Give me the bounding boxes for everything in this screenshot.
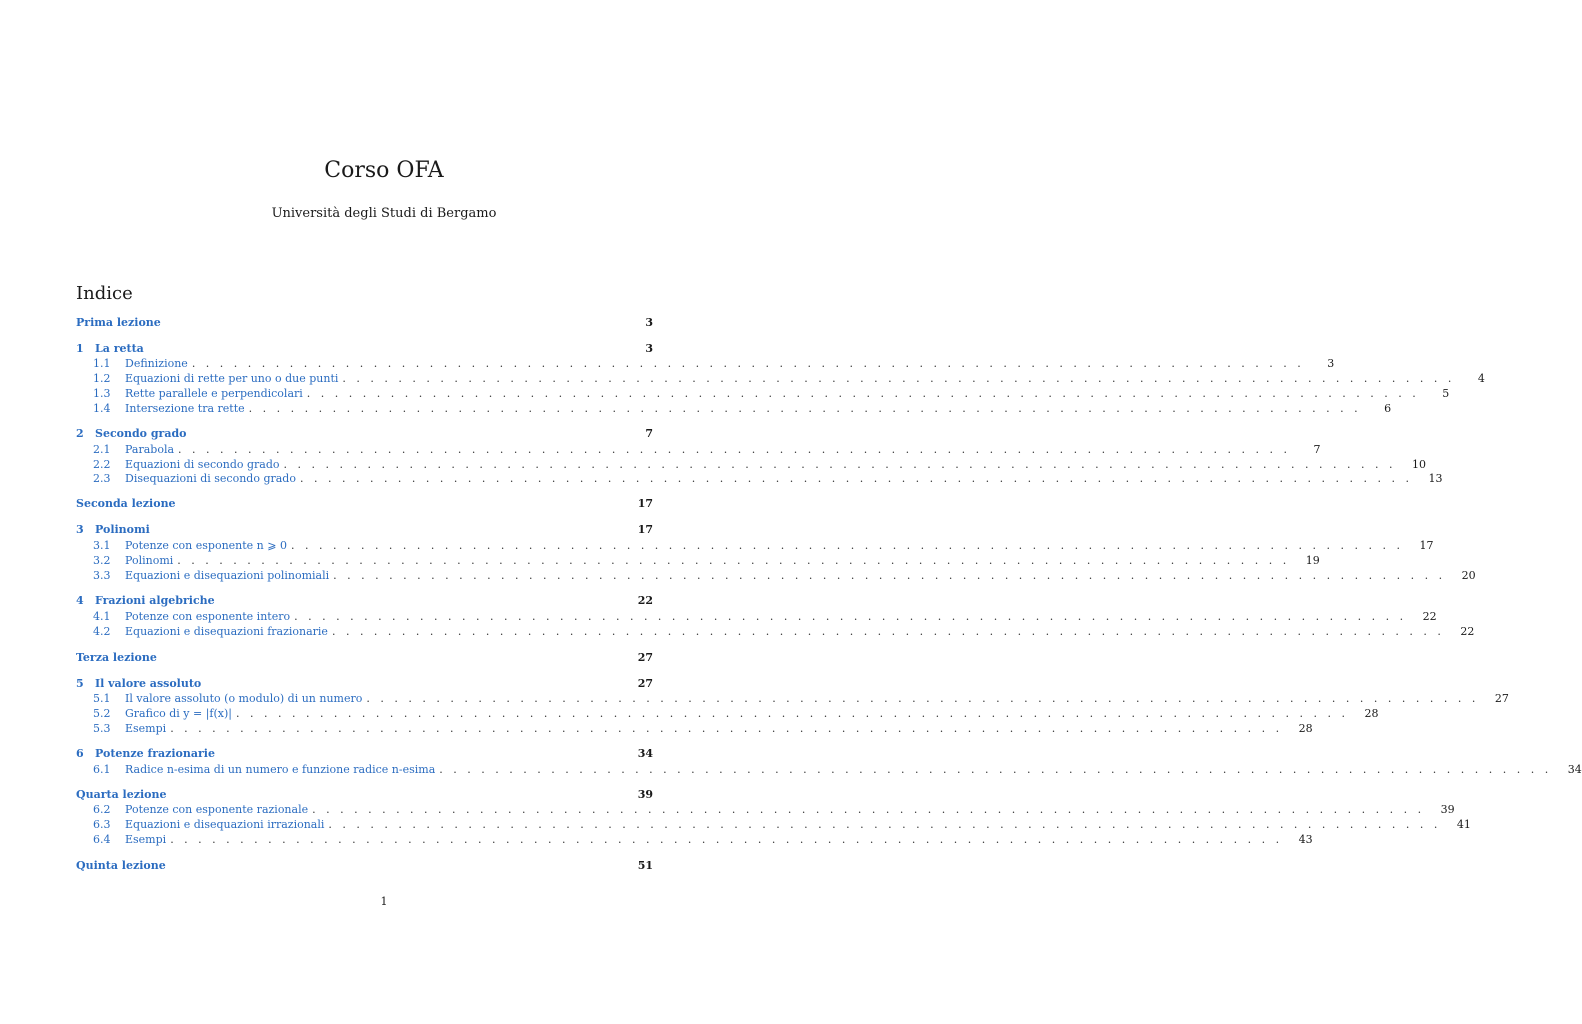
toc-section-row[interactable] — [76, 401, 1392, 416]
toc-leader-dots: . . . . . . . . . . . . . . . . . . . . . . . . . . . . . . . . . . . . . . . . . . . . . . . . . . . . . . . . . . . . . . . . . . . . . . . . . . . . . . . . — [177, 554, 1290, 567]
toc-page-number: 27 — [637, 651, 653, 664]
toc-leader-dots: . . . . . . . . . . . . . . . . . . . . . . . . . . . . . . . . . . . . . . . . . . . . . . . . . . . . . . . . . . . . . . . . . . . . . . . . . . . . . . . . — [299, 472, 1413, 485]
toc-section-label: Potenze con esponente n ⩾ 0 — [125, 539, 287, 552]
toc-section-number: 4.1 — [93, 610, 111, 623]
toc-section-row[interactable] — [76, 817, 1471, 832]
toc-page-number: 3 — [645, 342, 653, 355]
toc-section-number: 3.2 — [93, 554, 111, 567]
toc-section-label: Grafico di y = |f(x)| — [125, 707, 232, 720]
toc-section-number: 2.1 — [93, 443, 111, 456]
toc-leader-dots: . . . . . . . . . . . . . . . . . . . . . . . . . . . . . . . . . . . . . . . . . . . . . . . . . . . . . . . . . . . . . . . . . . . . . . . . . . . . . . . . — [290, 539, 1404, 552]
toc-section-label: Definizione — [125, 357, 188, 370]
toc-leader-dots: . . . . . . . . . . . . . . . . . . . . . . . . . . . . . . . . . . . . . . . . . . . . . . . . . . . . . . . . . . . . . . . . . . . . . . . . . . . . . . . . — [178, 443, 1291, 456]
toc-page-number: 10 — [1411, 458, 1426, 471]
toc-page-number: 6 — [1384, 402, 1392, 415]
toc-page-number: 41 — [1456, 818, 1471, 831]
toc-section-number: 6.4 — [93, 833, 111, 846]
toc-part-label: Prima lezione — [76, 316, 161, 329]
toc-leader-dots: . . . . . . . . . . . . . . . . . . . . . . . . . . . . . . . . . . . . . . . . . . . . . . . . . . . . . . . . . . . . . . . . . . . . . . . . . . . . . . . . — [366, 692, 1479, 705]
toc-leader-dots: . . . . . . . . . . . . . . . . . . . . . . . . . . . . . . . . . . . . . . . . . . . . . . . . . . . . . . . . . . . . . . . . . . . . . . . . . . . . . . . . — [439, 763, 1552, 776]
toc-page-number: 27 — [637, 677, 653, 690]
toc-section-row[interactable] — [76, 553, 1320, 568]
toc-page-number: 28 — [1364, 707, 1379, 720]
toc-chapter-label: Secondo grado — [95, 427, 187, 440]
toc-chapter-row[interactable] — [76, 522, 653, 538]
toc-page-number: 17 — [637, 523, 653, 536]
toc-section-row[interactable] — [76, 386, 1450, 401]
toc-section-number: 6.3 — [93, 818, 111, 831]
toc-leader-dots: . . . . . . . . . . . . . . . . . . . . . . . . . . . . . . . . . . . . . . . . . . . . . . . . . . . . . . . . . . . . . . . . . . . . . . . . . . . . . . . . — [235, 707, 1349, 720]
toc-page-number: 19 — [1305, 554, 1320, 567]
toc-section-row[interactable] — [76, 471, 1443, 486]
toc-page-number: 51 — [637, 859, 653, 872]
toc-chapter-number: 5 — [76, 677, 84, 690]
toc-chapter-label: Il valore assoluto — [95, 677, 202, 690]
page-number: 1 — [380, 895, 388, 908]
toc-section-row[interactable] — [76, 706, 1379, 721]
toc-section-row[interactable] — [76, 802, 1455, 817]
toc-section-label: Equazioni e disequazioni irrazionali — [125, 818, 325, 831]
toc-page-number: 7 — [645, 427, 653, 440]
toc-part-row[interactable] — [76, 650, 653, 666]
toc-section-label: Esempi — [125, 722, 167, 735]
toc-leader-dots: . . . . . . . . . . . . . . . . . . . . . . . . . . . . . . . . . . . . . . . . . . . . . . . . . . . . . . . . . . . . . . . . . . . . . . . . . . . . . . . . — [283, 458, 1396, 471]
toc-part-row[interactable] — [76, 858, 653, 874]
toc-section-number: 4.2 — [93, 625, 111, 638]
toc-section-row[interactable] — [76, 762, 1582, 777]
toc-page-number: 28 — [1298, 722, 1313, 735]
toc-page-number: 20 — [1461, 569, 1476, 582]
toc-leader-dots: . . . . . . . . . . . . . . . . . . . . . . . . . . . . . . . . . . . . . . . . . . . . . . . . . . . . . . . . . . . . . . . . . . . . . . . . . . . . . . . . — [306, 387, 1420, 400]
toc-section-label: Potenze con esponente intero — [125, 610, 291, 623]
toc-chapter-number: 6 — [76, 747, 84, 760]
toc-part-label: Terza lezione — [76, 651, 157, 664]
toc-leader-dots: . . . . . . . . . . . . . . . . . . . . . . . . . . . . . . . . . . . . . . . . . . . . . . . . . . . . . . . . . . . . . . . . . . . . . . . . . . . . . . . . — [312, 803, 1425, 816]
toc-part-row[interactable] — [76, 315, 653, 331]
toc-part-label: Quinta lezione — [76, 859, 166, 872]
toc-section-label: Il valore assoluto (o modulo) di un numero — [125, 692, 363, 705]
toc-leader-dots: . . . . . . . . . . . . . . . . . . . . . . . . . . . . . . . . . . . . . . . . . . . . . . . . . . . . . . . . . . . . . . . . . . . . . . . . . . . . . . . . — [170, 722, 1283, 735]
toc-section-label: Disequazioni di secondo grado — [125, 472, 296, 485]
toc-section-row[interactable] — [76, 691, 1509, 706]
document-subtitle: Università degli Studi di Bergamo — [271, 206, 497, 221]
toc-leader-dots: . . . . . . . . . . . . . . . . . . . . . . . . . . . . . . . . . . . . . . . . . . . . . . . . . . . . . . . . . . . . . . . . . . . . . . . . . . . . . . . . — [294, 610, 1407, 623]
toc-section-row[interactable] — [76, 721, 1313, 736]
toc-page-number: 4 — [1477, 372, 1485, 385]
toc-leader-dots: . . . . . . . . . . . . . . . . . . . . . . . . . . . . . . . . . . . . . . . . . . . . . . . . . . . . . . . . . . . . . . . . . . . . . . . . . . . . . . . . — [328, 818, 1441, 831]
toc-page-number: 17 — [1419, 539, 1434, 552]
toc-section-number: 3.1 — [93, 539, 111, 552]
toc-section-number: 1.1 — [93, 357, 111, 370]
toc-leader-dots: . . . . . . . . . . . . . . . . . . . . . . . . . . . . . . . . . . . . . . . . . . . . . . . . . . . . . . . . . . . . . . . . . . . . . . . . . . . . . . . . — [248, 402, 1362, 415]
toc-page-number: 27 — [1494, 692, 1509, 705]
toc-page-number: 17 — [637, 497, 653, 510]
toc-section-label: Esempi — [125, 833, 167, 846]
toc-page-number: 22 — [1460, 625, 1475, 638]
toc-part-row[interactable] — [76, 787, 653, 803]
toc-section-row[interactable] — [76, 624, 1475, 639]
toc-part-label: Seconda lezione — [76, 497, 176, 510]
toc-chapter-row[interactable] — [76, 746, 653, 762]
toc-page-number: 5 — [1442, 387, 1450, 400]
toc-section-row[interactable] — [76, 356, 1335, 371]
toc-leader-dots: . . . . . . . . . . . . . . . . . . . . . . . . . . . . . . . . . . . . . . . . . . . . . . . . . . . . . . . . . . . . . . . . . . . . . . . . . . . . . . . . — [170, 833, 1283, 846]
toc-chapter-label: Frazioni algebriche — [95, 594, 215, 607]
toc-section-number: 6.2 — [93, 803, 111, 816]
toc-part-row[interactable] — [76, 496, 653, 512]
toc-leader-dots: . . . . . . . . . . . . . . . . . . . . . . . . . . . . . . . . . . . . . . . . . . . . . . . . . . . . . . . . . . . . . . . . . . . . . . . . . . . . . . . . — [333, 569, 1446, 582]
toc-section-number: 5.3 — [93, 722, 111, 735]
toc-section-number: 5.1 — [93, 692, 111, 705]
toc-page-number: 43 — [1298, 833, 1313, 846]
toc-page-number: 7 — [1313, 443, 1321, 456]
toc-page-number: 39 — [637, 788, 653, 801]
toc-section-label: Parabola — [125, 443, 175, 456]
toc-chapter-label: Polinomi — [95, 523, 150, 536]
toc-section-label: Rette parallele e perpendicolari — [125, 387, 303, 400]
toc-section-label: Equazioni e disequazioni frazionarie — [125, 625, 328, 638]
toc-chapter-label: Potenze frazionarie — [95, 747, 215, 760]
toc-chapter-row[interactable] — [76, 676, 653, 692]
toc-section-row[interactable] — [76, 371, 1485, 386]
toc-leader-dots: . . . . . . . . . . . . . . . . . . . . . . . . . . . . . . . . . . . . . . . . . . . . . . . . . . . . . . . . . . . . . . . . . . . . . . . . . . . . . . . . — [331, 625, 1445, 638]
toc-section-number: 2.3 — [93, 472, 111, 485]
document-title: Corso OFA — [324, 158, 444, 183]
toc-chapter-row[interactable] — [76, 341, 653, 357]
toc-chapter-number: 1 — [76, 342, 84, 355]
toc-section-row[interactable] — [76, 442, 1321, 457]
toc-section-number: 2.2 — [93, 458, 111, 471]
toc-page-number: 34 — [1567, 763, 1582, 776]
toc-leader-dots: . . . . . . . . . . . . . . . . . . . . . . . . . . . . . . . . . . . . . . . . . . . . . . . . . . . . . . . . . . . . . . . . . . . . . . . . . . . . . . . . — [191, 357, 1305, 370]
toc-section-label: Potenze con esponente razionale — [125, 803, 309, 816]
toc-section-number: 5.2 — [93, 707, 111, 720]
toc-section-row[interactable] — [76, 457, 1426, 472]
toc-section-label: Radice n-esima di un numero e funzione radice n-esima — [125, 763, 436, 776]
toc-page-number: 3 — [1327, 357, 1335, 370]
toc-page-number: 3 — [645, 316, 653, 329]
toc-chapter-number: 4 — [76, 594, 84, 607]
toc-page-number: 13 — [1428, 472, 1443, 485]
toc-section-row[interactable] — [76, 538, 1434, 553]
toc-chapter-row[interactable] — [76, 426, 653, 442]
toc-section-label: Equazioni e disequazioni polinomiali — [125, 569, 330, 582]
toc-leader-dots: . . . . . . . . . . . . . . . . . . . . . . . . . . . . . . . . . . . . . . . . . . . . . . . . . . . . . . . . . . . . . . . . . . . . . . . . . . . . . . . . — [342, 372, 1455, 385]
toc-page-number: 34 — [637, 747, 653, 760]
toc-chapter-number: 2 — [76, 427, 84, 440]
toc-section-label: Intersezione tra rette — [125, 402, 245, 415]
toc-section-number: 1.4 — [93, 402, 111, 415]
toc-section-label: Equazioni di secondo grado — [125, 458, 280, 471]
toc-chapter-label: La retta — [95, 342, 144, 355]
toc-section-number: 1.2 — [93, 372, 111, 385]
toc-part-label: Quarta lezione — [76, 788, 167, 801]
toc-section-number: 3.3 — [93, 569, 111, 582]
toc-section-row[interactable] — [76, 609, 1437, 624]
toc-page-number: 22 — [1422, 610, 1437, 623]
toc-section-row[interactable] — [76, 568, 1476, 583]
toc-section-row[interactable] — [76, 832, 1313, 847]
toc-page-number: 39 — [1440, 803, 1455, 816]
toc-section-number: 1.3 — [93, 387, 111, 400]
toc-section-label: Polinomi — [125, 554, 174, 567]
toc-heading: Indice — [76, 283, 133, 304]
toc-section-label: Equazioni di rette per uno o due punti — [125, 372, 339, 385]
toc-page-number: 22 — [637, 594, 653, 607]
toc-section-number: 6.1 — [93, 763, 111, 776]
toc-chapter-number: 3 — [76, 523, 84, 536]
toc-chapter-row[interactable] — [76, 593, 653, 609]
